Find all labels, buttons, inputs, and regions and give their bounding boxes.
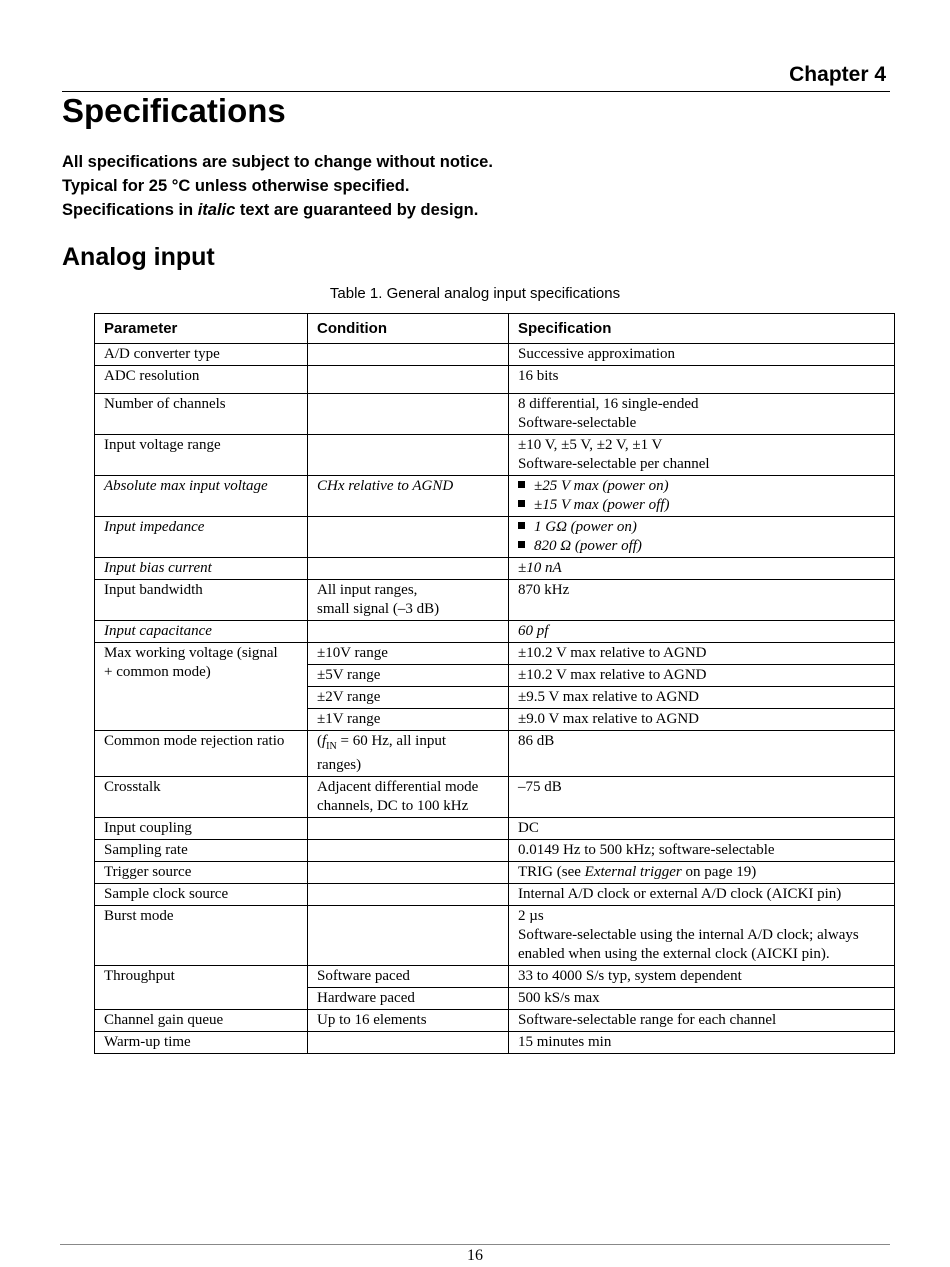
- condition-line: small signal (–3 dB): [317, 601, 440, 617]
- intro-notes: [62, 150, 493, 222]
- table-row: [95, 580, 895, 621]
- spec-cell: ±10 nA: [509, 558, 895, 580]
- condition-cell: Up to 16 elements: [308, 1010, 509, 1032]
- table-row: [95, 394, 895, 435]
- condition-cell: [308, 777, 509, 818]
- condition-cell: ±5V range: [308, 665, 509, 687]
- spec-cell: 0.0149 Hz to 500 kHz; software-selectable: [509, 840, 895, 862]
- table-row: [95, 884, 895, 906]
- condition-cell: [308, 840, 509, 862]
- condition-cell: [308, 558, 509, 580]
- footer-rule: [60, 1244, 890, 1245]
- intro-line: Typical for 25 °C unless otherwise specified.: [62, 177, 410, 195]
- parameter-cell: Warm-up time: [95, 1032, 308, 1054]
- table-row: [95, 621, 895, 643]
- intro-line: [62, 198, 493, 222]
- spec-cell: Software-selectable range for each channel: [509, 1010, 895, 1032]
- bullet-text: 820 Ω (power off): [534, 538, 642, 554]
- spec-table: [94, 313, 895, 1054]
- intro-text: Specifications in: [62, 201, 198, 219]
- table-row: [95, 1010, 895, 1032]
- spec-cell: 60 pf: [509, 621, 895, 643]
- spec-cell: 33 to 4000 S/s typ, system dependent: [509, 966, 895, 988]
- spec-cell: [509, 906, 895, 966]
- spec-line: Software-selectable: [518, 415, 637, 431]
- spec-text: TRIG (see: [518, 864, 585, 880]
- spec-cell: 86 dB: [509, 731, 895, 777]
- parameter-cell: Trigger source: [95, 862, 308, 884]
- bullet-item: [518, 518, 886, 537]
- condition-cell: [308, 394, 509, 435]
- condition-cell: [308, 621, 509, 643]
- bullet-square-icon: [518, 481, 525, 488]
- section-heading: Analog input: [62, 243, 215, 271]
- parameter-cell: Input coupling: [95, 818, 308, 840]
- bullet-item: [518, 496, 886, 515]
- table-row: [95, 558, 895, 580]
- condition-line: Adjacent differential mode: [317, 779, 479, 795]
- table-header-row: [95, 314, 895, 344]
- bullet-text: ±25 V max (power on): [534, 478, 669, 494]
- spec-cell: 500 kS/s max: [509, 988, 895, 1010]
- parameter-cell: Throughput: [95, 966, 308, 1010]
- parameter-cell: Common mode rejection ratio: [95, 731, 308, 777]
- condition-cell: Hardware paced: [308, 988, 509, 1010]
- table-caption: Table 1. General analog input specifications: [329, 285, 621, 302]
- table-row: [95, 643, 895, 665]
- spec-cell: 16 bits: [509, 366, 895, 394]
- parameter-cell: Channel gain queue: [95, 1010, 308, 1032]
- parameter-line: + common mode): [104, 664, 211, 680]
- condition-line: channels, DC to 100 kHz: [317, 798, 469, 814]
- table-row: [95, 777, 895, 818]
- spec-line: ±10 V, ±5 V, ±2 V, ±1 V: [518, 437, 663, 453]
- condition-cell: [308, 366, 509, 394]
- spec-line: Software-selectable using the internal A/D clock; always: [518, 927, 859, 943]
- parameter-cell: Input voltage range: [95, 435, 308, 476]
- table-row: [95, 517, 895, 558]
- condition-cell: Software paced: [308, 966, 509, 988]
- parameter-cell: Sampling rate: [95, 840, 308, 862]
- table-row: [95, 435, 895, 476]
- condition-text: (: [317, 733, 322, 749]
- condition-cell: [308, 517, 509, 558]
- bullet-square-icon: [518, 541, 525, 548]
- spec-line: enabled when using the external clock (AICKI pin).: [518, 946, 830, 962]
- spec-text: on page 19): [681, 864, 757, 880]
- spec-line: 2 µs: [518, 908, 544, 924]
- condition-cell: [308, 818, 509, 840]
- spec-cell: ±9.5 V max relative to AGND: [509, 687, 895, 709]
- bullet-square-icon: [518, 522, 525, 529]
- spec-cell: [509, 517, 895, 558]
- condition-text: = 60 Hz, all input: [336, 733, 447, 749]
- parameter-cell: [95, 643, 308, 731]
- parameter-cell: Input bias current: [95, 558, 308, 580]
- spec-cell: ±9.0 V max relative to AGND: [509, 709, 895, 731]
- condition-line: ranges): [317, 757, 362, 773]
- intro-text: text are guaranteed by design.: [235, 201, 479, 219]
- condition-line: All input ranges,: [317, 582, 418, 598]
- chapter-label: Chapter 4: [789, 63, 886, 86]
- spec-cell: [509, 862, 895, 884]
- condition-cell: ±1V range: [308, 709, 509, 731]
- table-row: [95, 344, 895, 366]
- condition-cell: [308, 580, 509, 621]
- parameter-cell: Input capacitance: [95, 621, 308, 643]
- condition-cell: [308, 344, 509, 366]
- page-title: Specifications: [62, 92, 286, 129]
- parameter-cell: ADC resolution: [95, 366, 308, 394]
- parameter-line: Max working voltage (signal: [104, 645, 278, 661]
- condition-cell: [308, 884, 509, 906]
- table-row: [95, 840, 895, 862]
- spec-line: 8 differential, 16 single-ended: [518, 396, 699, 412]
- bullet-text: ±15 V max (power off): [534, 497, 670, 513]
- parameter-cell: Input impedance: [95, 517, 308, 558]
- bullet-text: 1 GΩ (power on): [534, 519, 637, 535]
- condition-cell: ±10V range: [308, 643, 509, 665]
- intro-line: All specifications are subject to change without notice.: [62, 153, 493, 171]
- spec-line: Software-selectable per channel: [518, 456, 710, 472]
- condition-cell: ±2V range: [308, 687, 509, 709]
- table-row: [95, 818, 895, 840]
- parameter-cell: Crosstalk: [95, 777, 308, 818]
- page-number: 16: [467, 1247, 483, 1264]
- intro-italic-word: italic: [197, 201, 236, 219]
- column-header: Condition: [308, 314, 509, 344]
- spec-cell: DC: [509, 818, 895, 840]
- cross-reference-link[interactable]: External trigger: [584, 864, 682, 880]
- parameter-cell: Input bandwidth: [95, 580, 308, 621]
- condition-cell: [308, 435, 509, 476]
- condition-line: [317, 732, 500, 756]
- condition-subscript: IN: [326, 741, 337, 752]
- spec-cell: [509, 435, 895, 476]
- spec-cell: Successive approximation: [509, 344, 895, 366]
- spec-cell: Internal A/D clock or external A/D clock (AICKI pin): [509, 884, 895, 906]
- table-row: [95, 366, 895, 394]
- column-header: Specification: [509, 314, 895, 344]
- parameter-cell: A/D converter type: [95, 344, 308, 366]
- bullet-item: [518, 537, 886, 556]
- spec-cell: –75 dB: [509, 777, 895, 818]
- condition-cell: [308, 862, 509, 884]
- table-row: [95, 966, 895, 988]
- spec-cell: ±10.2 V max relative to AGND: [509, 643, 895, 665]
- parameter-cell: Sample clock source: [95, 884, 308, 906]
- spec-cell: 870 kHz: [509, 580, 895, 621]
- condition-cell: [308, 906, 509, 966]
- spec-cell: 15 minutes min: [509, 1032, 895, 1054]
- parameter-cell: Absolute max input voltage: [95, 476, 308, 517]
- table-row: [95, 731, 895, 777]
- condition-cell: CHx relative to AGND: [308, 476, 509, 517]
- spec-cell: [509, 394, 895, 435]
- parameter-cell: Burst mode: [95, 906, 308, 966]
- bullet-item: [518, 477, 886, 496]
- bullet-square-icon: [518, 500, 525, 507]
- spec-cell: [509, 476, 895, 517]
- column-header: Parameter: [95, 314, 308, 344]
- condition-cell: [308, 1032, 509, 1054]
- condition-cell: [308, 731, 509, 777]
- condition-symbol: f: [322, 733, 327, 749]
- table-row: [95, 906, 895, 966]
- table-row: [95, 862, 895, 884]
- spec-cell: ±10.2 V max relative to AGND: [509, 665, 895, 687]
- table-row: [95, 476, 895, 517]
- parameter-cell: Number of channels: [95, 394, 308, 435]
- table-row: [95, 1032, 895, 1054]
